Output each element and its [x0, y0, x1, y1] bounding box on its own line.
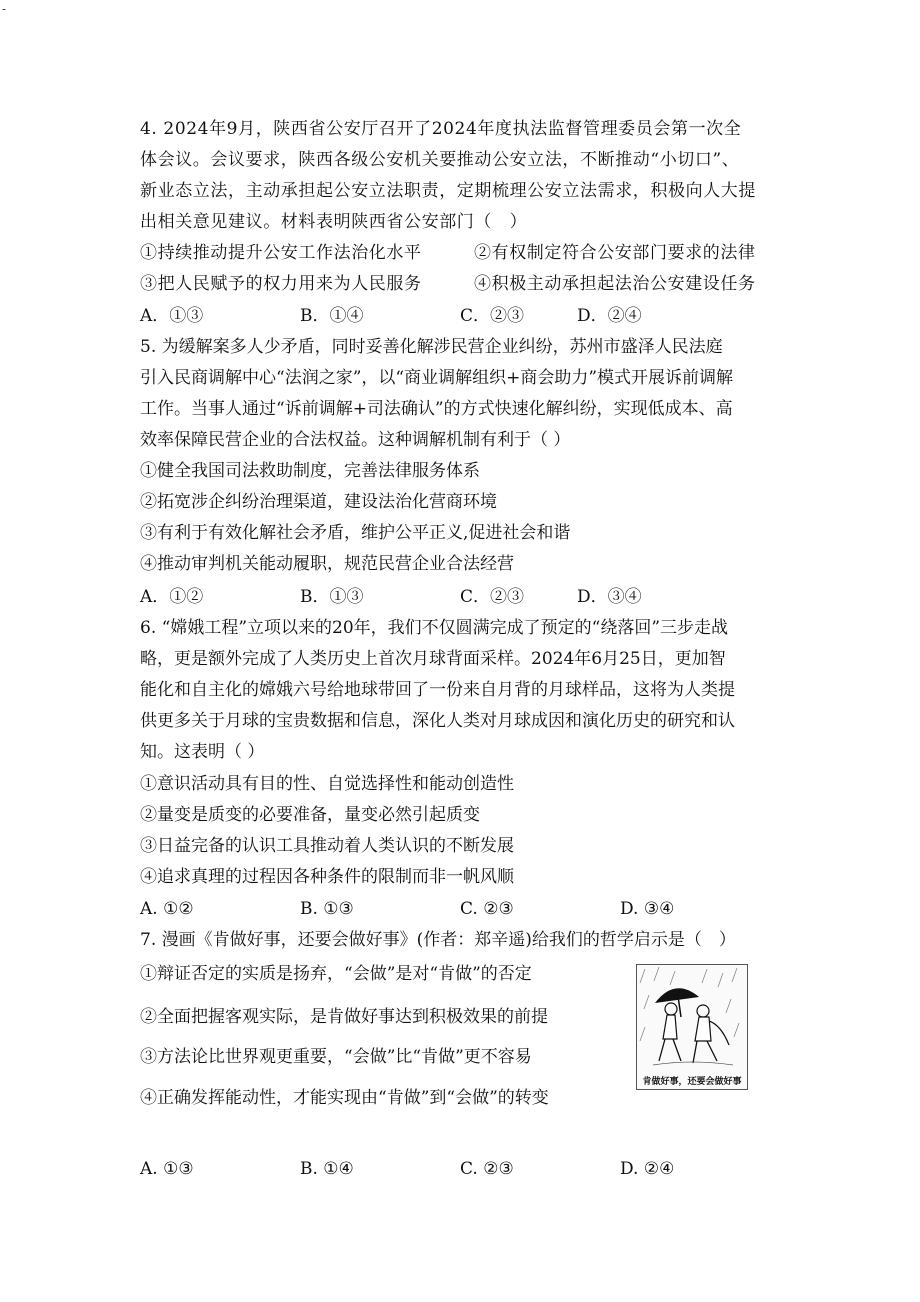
- question-text-line: 7. 漫画《肯做好事，还要会做好事》(作者：郑辛遥)给我们的哲学启示是（ ）: [140, 930, 736, 950]
- statement-2: ②全面把握客观实际，是肯做好事达到积极效果的前提: [140, 1007, 548, 1027]
- question-text-line: 新业态立法，主动承担起公安立法职责，定期梳理公安立法需求，积极向人大提: [140, 181, 756, 201]
- option-c[interactable]: C. ②③: [460, 899, 514, 919]
- statement-3: ③方法论比世界观更重要，“会做”比“肯做”更不容易: [140, 1047, 532, 1067]
- statement-2: ②拓宽涉企纠纷治理渠道，建设法治化营商环境: [140, 492, 497, 512]
- statement-3: ③日益完备的认识工具推动着人类认识的不断发展: [140, 836, 514, 856]
- option-c[interactable]: C. ②③: [460, 1159, 514, 1179]
- option-d[interactable]: D．③④: [577, 587, 642, 607]
- statement-1: ①意识活动具有目的性、自觉选择性和能动创造性: [140, 774, 514, 794]
- statement-4: ④追求真理的过程因各种条件的限制而非一帆风顺: [140, 867, 514, 887]
- statement-4: ④推动审判机关能动履职，规范民营企业合法经营: [140, 554, 514, 574]
- q7-options: [140, 1158, 780, 1180]
- corner-mark: -: [2, 2, 7, 16]
- cartoon-caption: 肯做好事，还要会做好事: [642, 1077, 742, 1087]
- question-text-line: 引入民商调解中心“法润之家”，以“商业调解组织+商会助力”模式开展诉前调解: [140, 368, 734, 388]
- statement-1: ①健全我国司法救助制度，完善法律服务体系: [140, 461, 480, 481]
- question-text-line: 5. 为缓解案多人少矛盾，同时妥善化解涉民营企业纠纷，苏州市盛泽人民法庭: [140, 337, 723, 357]
- question-text-line: 供更多关于月球的宝贵数据和信息，深化人类对月球成因和演化历史的研究和认: [140, 711, 735, 731]
- statement-2: ②有权制定符合公安部门要求的法律: [474, 243, 756, 263]
- question-text-line: 4. 2024年9月，陕西省公安厅召开了2024年度执法监督管理委员会第一次全: [140, 119, 742, 139]
- statement-3: ③把人民赋予的权力用来为人民服务: [140, 274, 422, 294]
- statement-4: ④积极主动承担起法治公安建设任务: [474, 274, 756, 294]
- option-a[interactable]: A. ①③: [140, 1159, 194, 1179]
- q5-options: [140, 586, 780, 608]
- question-text-line: 出相关意见建议。材料表明陕西省公安部门（ ）: [140, 212, 528, 232]
- statement-1: ①辩证否定的实质是扬弃，“会做”是对“肯做”的否定: [140, 964, 532, 984]
- option-c[interactable]: C．②③: [460, 306, 525, 326]
- option-b[interactable]: B．①③: [300, 587, 364, 607]
- q4-options: [140, 305, 780, 327]
- option-a[interactable]: A．①③: [140, 306, 204, 326]
- question-text-line: 体会议。会议要求，陕西各级公安机关要推动公安立法，不断推动“小切口”、: [140, 150, 740, 170]
- q6-options: [140, 898, 780, 920]
- option-b[interactable]: B. ①③: [300, 899, 354, 919]
- option-a[interactable]: A．①②: [140, 587, 204, 607]
- question-text-line: 知。这表明（ ）: [140, 742, 265, 762]
- option-d[interactable]: D．②④: [577, 306, 642, 326]
- question-text-line: 6. “嫦娥工程”立项以来的20年，我们不仅圆满完成了预定的“绕落回”三步走战: [140, 618, 729, 638]
- option-d[interactable]: D. ②④: [620, 1159, 675, 1179]
- question-text-line: 略，更是额外完成了人类历史上首次月球背面采样。2024年6月25日，更加智: [140, 649, 726, 669]
- statement-2: ②量变是质变的必要准备，量变必然引起质变: [140, 805, 480, 825]
- option-a[interactable]: A. ①②: [140, 899, 194, 919]
- statement-3: ③有利于有效化解社会矛盾，维护公平正义,促进社会和谐: [140, 523, 571, 543]
- statement-1: ①持续推动提升公安工作法治化水平: [140, 243, 422, 263]
- question-text-line: 效率保障民营企业的合法权益。这种调解机制有利于（ ）: [140, 430, 571, 450]
- question-text-line: 工作。当事人通过“诉前调解+司法确认”的方式快速化解纠纷，实现低成本、高: [140, 399, 733, 419]
- statement-4: ④正确发挥能动性，才能实现由“肯做”到“会做”的转变: [140, 1088, 549, 1108]
- option-c[interactable]: C．②③: [460, 587, 525, 607]
- cartoon-image: [636, 964, 748, 1090]
- option-d[interactable]: D. ③④: [620, 899, 675, 919]
- cartoon-drawing: [637, 965, 747, 1073]
- option-b[interactable]: B. ①④: [300, 1159, 354, 1179]
- question-text-line: 能化和自主化的嫦娥六号给地球带回了一份来自月背的月球样品，这将为人类提: [140, 680, 735, 700]
- option-b[interactable]: B．①④: [300, 306, 364, 326]
